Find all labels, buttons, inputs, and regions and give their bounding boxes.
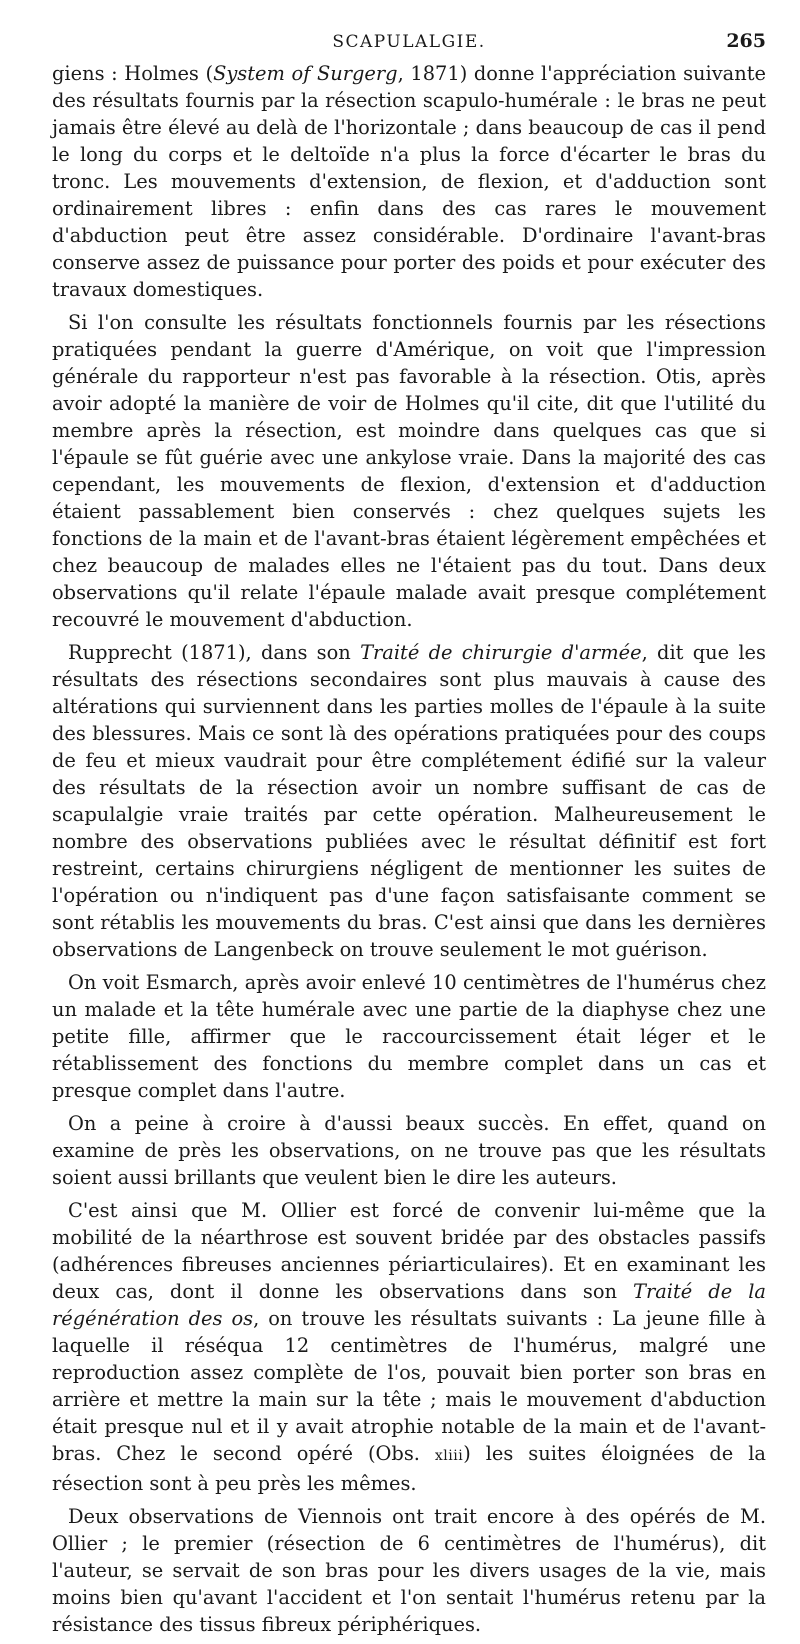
roman-numeral: xliii xyxy=(434,1448,464,1464)
page-number: 265 xyxy=(726,30,766,52)
running-title: SCAPULALGIE. xyxy=(332,32,486,52)
book-page xyxy=(52,24,766,1644)
text-run: On voit Esmarch, après avoir enlevé 10 centimètres de l'humérus chez un malade et la tête humérale avec une partie de la diaphyse chez une petite fille, affirmer que le raccourcissement était léger et le rétablissement des fonctions du membre complet dans un cas et presque complet dans l'autre. xyxy=(52,971,766,1102)
text-run: giens : Holmes ( xyxy=(52,62,214,85)
paragraph xyxy=(52,309,766,633)
body-text xyxy=(52,60,766,1638)
text-run: Si l'on consulte les résultats fonctionnels fournis par les résections pratiquées pendant la guerre d'Amérique, on voit que l'impression générale du rapporteur n'est pas favorable à la résection. Otis, après avoir adopté la manière de voir de Holmes qu'il cite, dit que l'utilité du membre après la résection, est moindre dans quelques cas que si l'épaule se fût guérie avec une ankylose vraie. Dans la majorité des cas cependant, les mouvements de flexion, d'extension et d'adduction étaient passablement bien conservés : chez quelques sujets les fonctions de la main et de l'avant-bras étaient légèrement empêchées et chez beaucoup de malades elles ne l'étaient pas du tout. Dans deux observations qu'il relate l'épaule malade avait presque complétement recouvré le mouvement d'abduction. xyxy=(52,311,766,631)
text-run: , dit que les résultats des résections secondaires sont plus mauvais à cause des altérations qui surviennent dans les parties molles de l'épaule à la suite des blessures. Mais ce sont là des opérations pratiquées pour des coups de feu et mieux vaudrait pour être complétement édifié sur la valeur des résultats de la résection avoir un nombre suffisant de cas de scapulalgie vraie traités par cette opération. Malheureusement le nombre des observations publiées avec le résultat définitif est fort restreint, certains chirurgiens négligent de mentionner les suites de l'opération ou n'indiquent pas d'une façon satisfaisante comment se sont rétablis les mouvements du bras. C'est ainsi que dans les dernières observations de Langenbeck on trouve seulement le mot guérison. xyxy=(52,641,766,961)
text-run: , 1871) donne l'appréciation suivante des résultats fournis par la résection scapulo-humérale : le bras ne peut jamais être élevé au delà de l'horizontale ; dans beaucoup de cas il pend le long du corps et le deltoïde n'a plus la force d'écarter le bras du tronc. Les mouvements d'extension, de flexion, et d'adduction sont ordinairement libres : enfin dans des cas rares le mouvement d'abduction peut être assez considérable. D'ordinaire l'avant-bras conserve assez de puissance pour porter des poids et pour exécuter des travaux domestiques. xyxy=(52,62,767,301)
paragraph xyxy=(52,639,766,963)
italic-title: System of Surgerg xyxy=(213,62,398,85)
paragraph xyxy=(52,1197,766,1497)
text-run: , on trouve les résultats suivants : La jeune fille à laquelle il réséqua 12 centimètres de l'humérus, malgré une reproduction assez complète de l'os, pouvait bien porter son bras en arrière et mettre la main sur la tête ; mais le mouvement d'abduction était presque nul et il y avait atrophie notable de la main et de l'avant-bras. Chez le second opéré (Obs. xyxy=(52,1307,766,1465)
paragraph xyxy=(52,969,766,1104)
page-header xyxy=(52,24,766,60)
text-run: ) les suites éloignées de la résection sont à peu près les mêmes. xyxy=(52,1442,766,1495)
text-run: C'est ainsi que M. Ollier est forcé de convenir lui-même que la mobilité de la néarthrose est souvent bridée par des obstacles passifs (adhérences fibreuses anciennes périarticulaires). Et en examinant les deux cas, dont il donne les observations dans son xyxy=(52,1199,766,1303)
italic-title: Traité de la régénération des os xyxy=(52,1280,766,1330)
paragraph xyxy=(52,60,766,303)
paragraph xyxy=(52,1503,766,1638)
text-run: Rupprecht (1871), dans son xyxy=(68,641,361,664)
paragraph xyxy=(52,1110,766,1191)
text-run: Deux observations de Viennois ont trait encore à des opérés de M. Ollier ; le premier (résection de 6 centimètres de l'humérus), dit l'auteur, se servait de son bras pour les divers usages de la vie, mais moins bien qu'avant l'accident et l'on sentait l'humérus retenu par la résistance des tissus fibreux périphériques. xyxy=(52,1505,766,1636)
text-run: On a peine à croire à d'aussi beaux succès. En effet, quand on examine de près les observations, on ne trouve pas que les résultats soient aussi brillants que veulent bien le dire les auteurs. xyxy=(52,1112,766,1189)
italic-title: Traité de chirurgie d'armée xyxy=(360,641,642,664)
